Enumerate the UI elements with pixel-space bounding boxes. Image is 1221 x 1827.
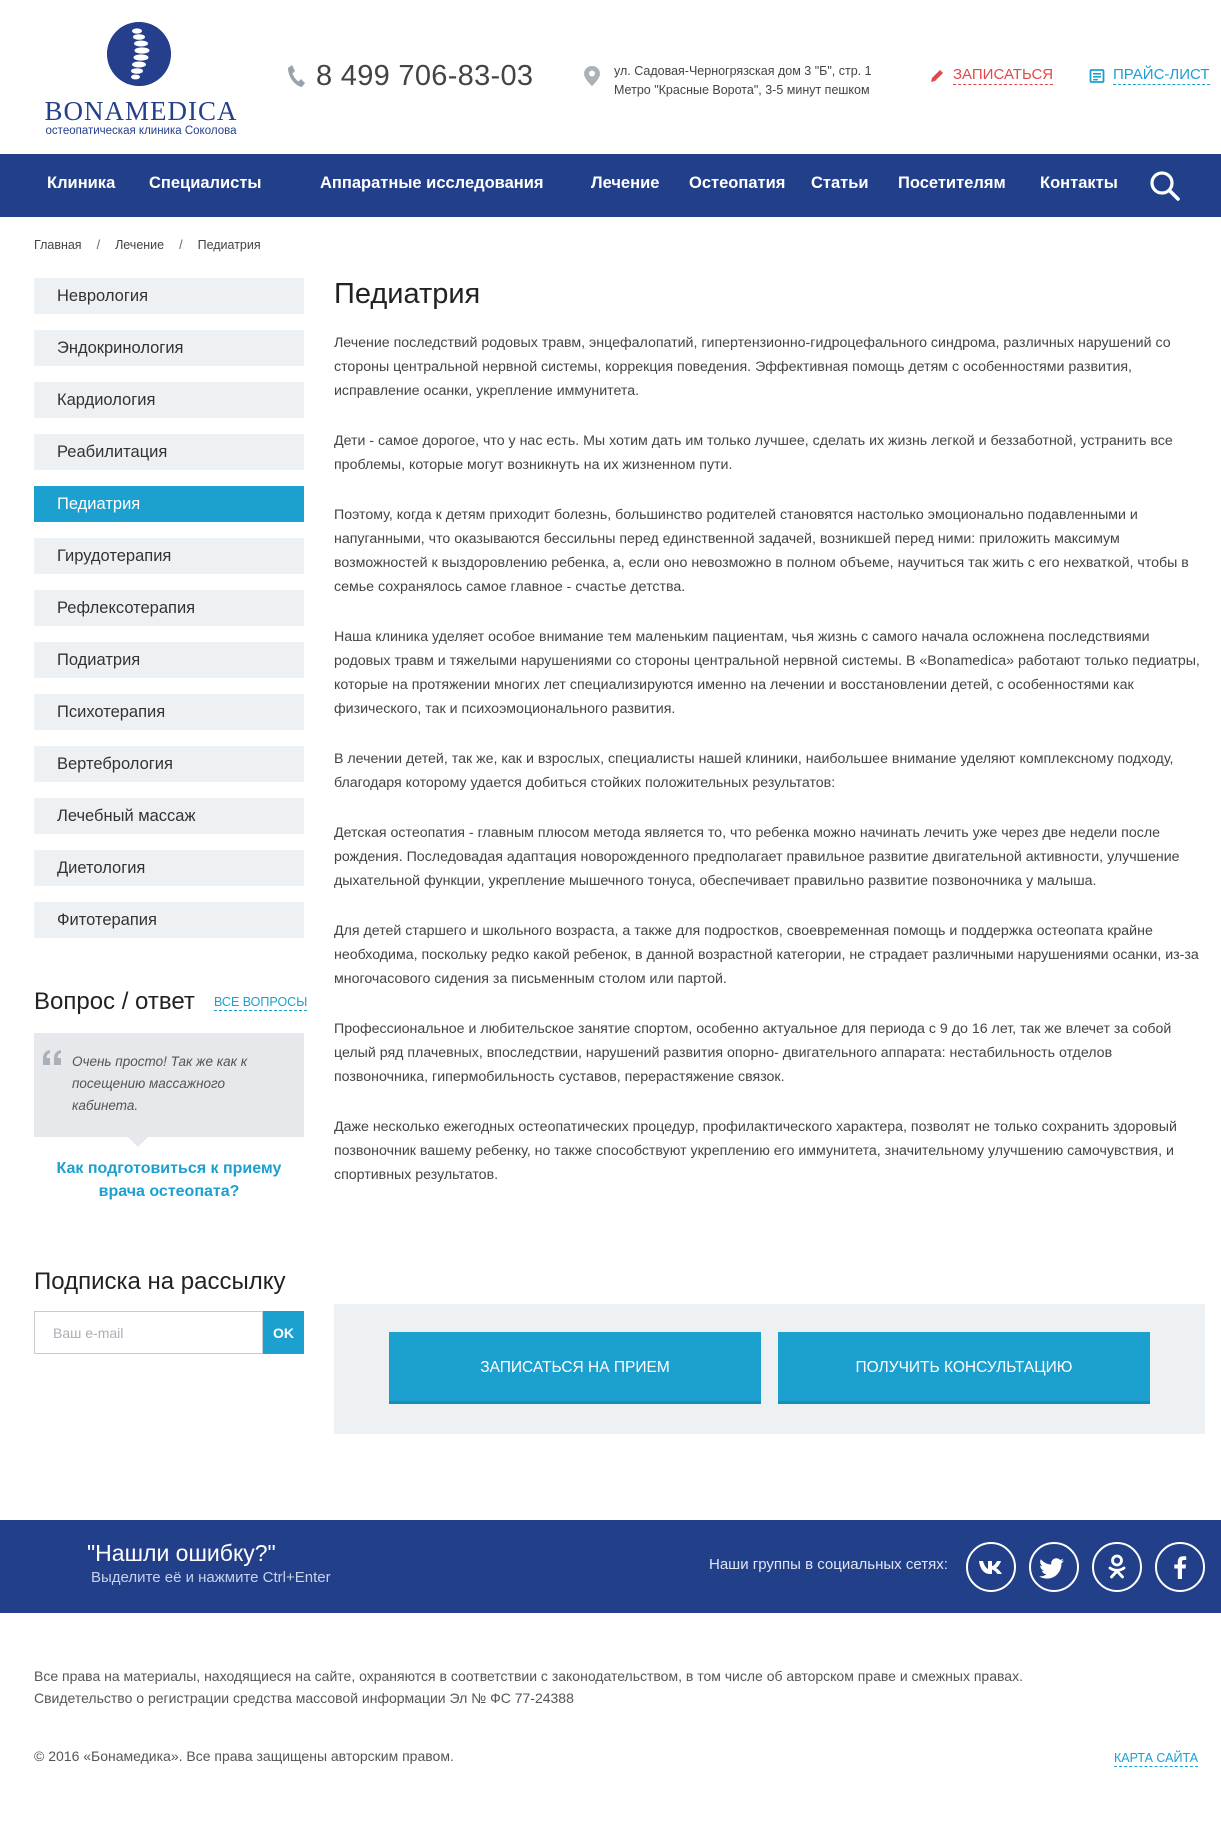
search-icon[interactable] — [1149, 170, 1181, 202]
logo-tagline: остеопатическая клиника Соколова — [45, 125, 237, 137]
cta-panel — [334, 1304, 1205, 1434]
copyright: © 2016 «Бонамедика». Все права защищены авторским правом. — [34, 1748, 454, 1764]
signup-link[interactable] — [929, 66, 1053, 85]
breadcrumb-treatment[interactable]: Лечение — [115, 238, 165, 252]
error-report-title: "Нашли ошибку?" — [87, 1540, 276, 1566]
qa-question-link[interactable]: Как подготовиться к приему врача остеопата? — [56, 1160, 282, 1200]
map-pin-icon — [584, 66, 600, 86]
logo-title: BONAMEDICA — [44, 96, 238, 126]
social-label: Наши группы в социальных сетях: — [709, 1556, 948, 1573]
breadcrumb-home[interactable]: Главная — [34, 238, 82, 252]
header-address — [584, 62, 872, 100]
rights-line-1: Все права на материалы, находящиеся на сайте, охраняются в соответствии с законодательством, в том числе об авторском праве и смежных правах. — [34, 1668, 1023, 1684]
footer-band — [0, 1520, 1221, 1613]
subscribe-button[interactable]: OK — [263, 1311, 304, 1354]
sidebar-item-massage[interactable]: Лечебный массаж — [34, 798, 304, 834]
price-list-link[interactable] — [1089, 66, 1210, 85]
nav-item-specialists[interactable]: Специалисты — [149, 174, 262, 192]
article-paragraph: Лечение последствий родовых травм, энцефалопатий, гипертензионно-гидроцефального синдрома, различных нарушений со стороны центральной нервной системы, коррекция поведения. Эффективная помощь детям с особенностями развития, исправление осанки, укрепление иммунитета. — [334, 335, 1171, 399]
nav-item-clinic[interactable]: Клиника — [47, 174, 116, 192]
qa-bubble-arrow — [128, 1137, 148, 1147]
phone-number: 8 499 706-83-03 — [316, 59, 534, 92]
sitemap-link[interactable]: КАРТА САЙТА — [1114, 1751, 1199, 1765]
article-paragraph: Поэтому, когда к детям приходит болезнь, большинство родителей становятся настолько эмоционально подавленными и напуганными, что оказываются бессильны перед единственной задачей, возникшей перед ними: приложить максимум возможностей к выздоровлению ребенка, а, если оно невозможно в полном объеме, научиться так жить с его нехваткой, чтобы в семье сохранялось самое главное - счастье детства. — [334, 507, 1189, 595]
sidebar-item-cardiology[interactable]: Кардиология — [34, 382, 304, 418]
main-nav — [0, 154, 1221, 217]
sidebar-item-reflexotherapy[interactable]: Рефлексотерапия — [34, 590, 304, 626]
rights-notice — [34, 1665, 1184, 1709]
address-line-2: Метро "Красные Ворота", 3-5 минут пешком — [614, 83, 870, 97]
facebook-icon[interactable] — [1155, 1542, 1205, 1592]
sidebar-item-phytotherapy[interactable]: Фитотерапия — [34, 902, 304, 938]
sidebar-item-psychotherapy[interactable]: Психотерапия — [34, 694, 304, 730]
price-list-label: ПРАЙС-ЛИСТ — [1113, 66, 1210, 83]
header-phone[interactable] — [286, 58, 533, 94]
sidebar-item-pediatrics[interactable]: Педиатрия — [34, 486, 304, 522]
rights-line-2: Свидетельство о регистрации средства массовой информации Эл № ФС 77-24388 — [34, 1690, 574, 1706]
vk-icon[interactable] — [966, 1542, 1016, 1592]
logo[interactable] — [38, 18, 244, 140]
article-paragraph: Профессиональное и любительское занятие спортом, особенно актуальное для периода с 9 до 16 лет, так же влечет за собой целый ряд плачевных, впоследствии, нарушений развития опорно- двигательного аппарата: нестабильность отделов позвоночника, гипермобильность суставов, перерастяжение связок. — [334, 1021, 1172, 1085]
sidebar-item-rehabilitation[interactable]: Реабилитация — [34, 434, 304, 470]
address-line-1: ул. Садовая-Черногрязская дом 3 "Б", стр. 1 — [614, 64, 872, 78]
breadcrumb-separator: / — [179, 238, 183, 252]
document-icon — [1089, 68, 1105, 84]
phone-icon — [286, 64, 306, 88]
quote-icon — [41, 1049, 63, 1067]
site-header — [0, 0, 1221, 154]
sidebar-item-endocrinology[interactable]: Эндокринология — [34, 330, 304, 366]
email-field[interactable] — [34, 1311, 263, 1354]
signup-label: ЗАПИСАТЬСЯ — [953, 66, 1054, 83]
nav-item-hardware-research[interactable]: Аппаратные исследования — [320, 174, 544, 192]
breadcrumb-current: Педиатрия — [197, 238, 261, 252]
subscribe-title: Подписка на рассылку — [34, 1268, 286, 1295]
appointment-button[interactable]: ЗАПИСАТЬСЯ НА ПРИЕМ — [389, 1332, 761, 1404]
article-paragraph: Дети - самое дорогое, что у нас есть. Мы хотим дать им только лучшее, сделать их жизнь легкой и беззаботной, устранить все проблемы, которые могут возникнуть на их жизненном пути. — [334, 433, 1173, 473]
qa-all-questions-link[interactable]: ВСЕ ВОПРОСЫ — [214, 995, 308, 1009]
qa-answer-box — [34, 1033, 304, 1137]
consultation-button[interactable]: ПОЛУЧИТЬ КОНСУЛЬТАЦИЮ — [778, 1332, 1150, 1404]
article-paragraph: В лечении детей, так же, как и взрослых, специалисты нашей клиники, наибольшее внимание уделяют комплексному подходу, благодаря которому удается добиться стойких положительных результатов: — [334, 751, 1174, 791]
qa-title: Вопрос / ответ — [34, 988, 195, 1015]
twitter-icon[interactable] — [1029, 1542, 1079, 1592]
page-title: Педиатрия — [334, 278, 481, 310]
sidebar-item-vertebrology[interactable]: Вертебрология — [34, 746, 304, 782]
nav-item-treatment[interactable]: Лечение — [591, 174, 660, 192]
spine-logo-icon — [107, 22, 171, 86]
breadcrumb-separator: / — [96, 238, 101, 252]
qa-answer-text: Очень просто! Так же как к посещению массажного кабинета. — [72, 1054, 248, 1113]
nav-item-contacts[interactable]: Контакты — [1040, 174, 1118, 192]
article-paragraph: Детская остеопатия - главным плюсом метода является то, что ребенка можно начинать лечить уже через две недели после рождения. Последовадая адаптация новорожденного предполагает правильное развитие двигательной активности, улучшение дыхательной функции, укрепление мышечного тонуса, обеспечивает правильно развитие позвоночника у малыша. — [334, 825, 1180, 889]
article-body — [334, 331, 1206, 1213]
article-paragraph: Наша клиника уделяет особое внимание тем маленьким пациентам, чья жизнь с самого начала осложнена последствиями родовых травм и тяжелыми нарушениями со стороны центральной нервной системы. В «Bonamedica» работают только педиатры, которые на протяжении многих лет специализируются именно на лечении и восстановлении детей, с особенностями как физического, так и психоэмоционального развития. — [334, 629, 1200, 717]
breadcrumb — [34, 238, 261, 252]
nav-item-articles[interactable]: Статьи — [811, 174, 869, 192]
sidebar-item-hirudotherapy[interactable]: Гирудотерапия — [34, 538, 304, 574]
sidebar-item-podiatry[interactable]: Подиатрия — [34, 642, 304, 678]
sidebar-item-neurology[interactable]: Неврология — [34, 278, 304, 314]
error-report-hint: Выделите её и нажмите Ctrl+Enter — [91, 1569, 331, 1586]
nav-item-visitors[interactable]: Посетителям — [898, 174, 1006, 192]
odnoklassniki-icon[interactable] — [1092, 1542, 1142, 1592]
article-paragraph: Даже несколько ежегодных остеопатических процедур, профилактического характера, позволят не только сохранить здоровый позвоночник вашему ребенку, но также способствуют укреплению его иммунитета, значительному улучшению самочувствия, и спортивных результатов. — [334, 1119, 1177, 1183]
sidebar-item-dietology[interactable]: Диетология — [34, 850, 304, 886]
nav-item-osteopathy[interactable]: Остеопатия — [689, 174, 786, 192]
article-paragraph: Для детей старшего и школьного возраста, а также для подростков, своевременная помощь и поддержка остеопата крайне необходима, поскольку редко какой ребенок, в данной возрастной категории, не страдает различными нарушениями осанки, из-за многочасового сидения за письменным столом или партой. — [334, 923, 1199, 987]
pencil-icon — [929, 68, 945, 84]
